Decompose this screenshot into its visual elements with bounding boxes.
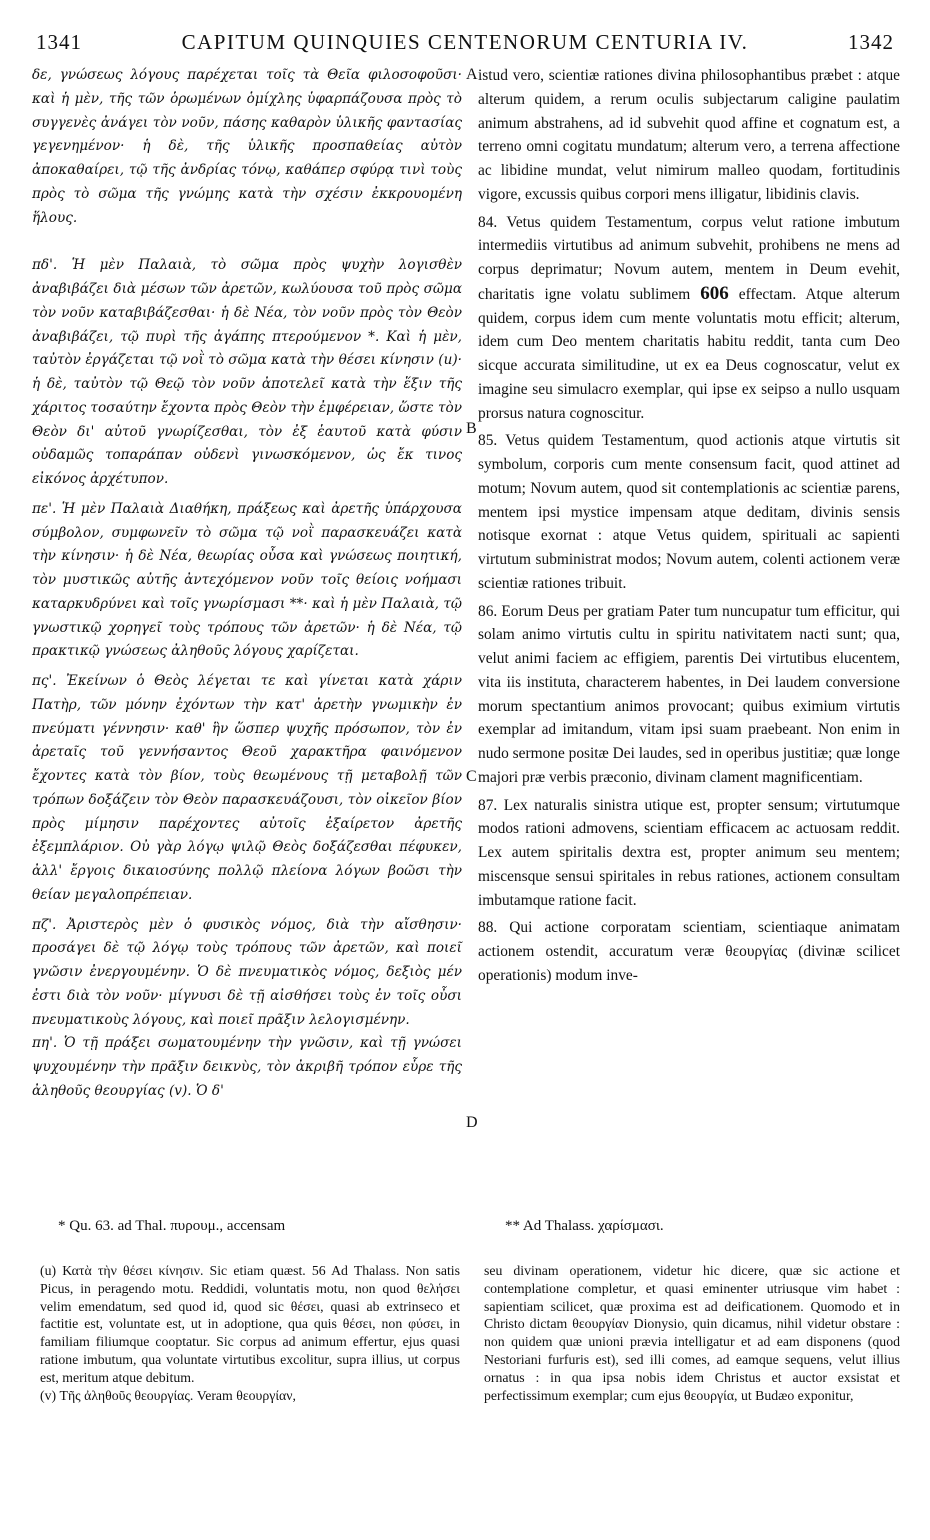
latin-paragraph-87: 87. Lex naturalis sinistra utique est, propter sensum; virtutumque modos rationi admovens, scientiam efficacem ac actuosam reddit. Lex autem spiritalis dextra est, propter animum seu mentem; miscensque sensui spiritales in rebus rationes, actionem consultam imbutamque ratione facit. xyxy=(478,796,900,909)
greek-paragraph-88: πη'. Ὁ τῇ πράξει σωματουμένην τὴν γνῶσιν, καὶ τῇ γνώσει ψυχουμένην τὴν πρᾶξιν δεικνὺς, τὸν ἀκριβῆ τρόπον εὗρε τῆς ἀληθοῦς θεουργίας (v). Ὁ δ' xyxy=(32,1035,462,1099)
latin-paragraph-85: 85. Vetus quidem Testamentum, quod actionis atque virtutis sit symbolum, corporis cum mente consensum facit, quod attinet ad motum; Novum autem, quod sit contemplationis ac scientiæ parens, mentem ipsi mystice impensam atque deditam, divinis sensis notisque exornat : atque Vetus quidem, spirituali ac sapienti virtutum subministrat modos; Novum autem, colenti actionem veræ scientiæ rationes tribuit. xyxy=(478,432,900,592)
margin-letter-d: D xyxy=(466,1114,478,1131)
footnote-left: * Qu. 63. ad Thal. πυρουμ., accensam xyxy=(58,1218,286,1234)
greek-paragraph-85: πε'. Ἡ μὲν Παλαιὰ Διαθήκη, πράξεως καὶ ἀρετῆς ὑπάρχουσα σύμβολον, συμφωνεῖν τὸ σῶμα τῷ νοῒ παρασκευάζει κατὰ τὴν κίνησιν· ἡ δὲ Νέα, θεωρίας οὖσα καὶ γνώσεως ποιητική, τὸν μυστικῶς αὐτῆς ἀντεχόμενον νοῦν τοῖς θείοις νοήμασι καταρκυδρύνει καὶ τοῖς γνωρίσμασι **· καὶ ἡ μὲν Παλαιὰ, τῷ γνωστικῷ χορηγεῖ τοὺς τρόπους τῶν ἀρετῶν· ἡ δὲ Νέα, τῷ πρακτικῷ γνώσεως ἀληθοῦς λόγους χαρίζεται. xyxy=(32,500,462,660)
page-number-right: 1342 xyxy=(848,30,894,54)
latin-paragraph-88: 88. Qui actione corporatam scientiam, scientiaque animatam actionem ostendit, accuratum veræ θεουργίας (divinæ scilicet operationis) modum inve- xyxy=(478,919,900,984)
notes-right xyxy=(484,1262,900,1404)
running-title: CAPITUM QUINQUIES CENTENORUM CENTURIA IV. xyxy=(181,30,749,54)
margin-letter-b: B xyxy=(466,420,477,437)
latin-paragraph-83-end: istud vero, scientiæ rationes divina philosophantibus præbet : atque alterum quidem, a rerum oculis subjectarum caligine paulatim animum abstrahens, ad id subvehit quod affine et cognatum est, a terreno omni cogitatu mundatum; alterum vero, a terrena affectione ac libidine mundat, velut nimirum malleo quodam, fortitudinis vigore, excussis quibus corpori mens illigatur, libidinis clavis. xyxy=(478,67,900,203)
margin-letter-c: C xyxy=(466,768,477,785)
greek-paragraph-86: πς'. Ἐκείνων ὁ Θεὸς λέγεται τε καὶ γίνεται κατὰ χάριν Πατὴρ, τῶν μόνην ἐχόντων τὴν κατ' ἀρετὴν γνωμικὴν ἐν πνεύματι γέννησιν· καθ' ἣν ὥσπερ ψυχῆς πρόσωπον, τὸν ἐν ἀρεταῖς τοῦ γεννήσαντος Θεοῦ χαρακτῆρα φαινόμενον ἔχοντες κατὰ τὸν βίον, τοὺς θεωμένους τῇ μεταβολῇ τῶν τρόπων δοξάζειν τὸν Θεὸν παρασκευάζουσι, τὸν οἰκεῖον βίον πρὸς μίμησιν παρέχοντες αὐτοῖς ἐξαίρετον ἀρετῆς ἐξεμπλάριον. Οὐ γὰρ λόγῳ ψιλῷ Θεὸς δοξάζεσθαι πέφυκεν, ἀλλ' ἔργοις δικαιοσύνης πολλῷ πλείονα λόγων βοῶσι τὴν θείαν μεγαλοπρέπειαν. xyxy=(32,673,462,903)
note-u: (u) Κατὰ τὴν θέσει κίνησιν. Sic etiam quæst. 56 Ad Thalass. Non satis Picus, in peragendo motu. Reddidi, voluntatis motu, non quod θελήσει velim emendatum, sed quod id, quod sic θέσει, quasi ab extrinseco et factitie est, voluntate est, ut in adoptione, qua quis θέσει, non φύσει, in familiam filiumque cooptatur. Sic corpus ad animum effertur, ejus quasi ratione imbutum, qua voluntate virtutibus excolitur, supra illius, ut corpus est, meritum atque debitum. xyxy=(40,1263,460,1385)
greek-paragraph-84: πδ'. Ἡ μὲν Παλαιὰ, τὸ σῶμα πρὸς ψυχὴν λογισθὲν ἀναβιβάζει διὰ μέσων τῶν ἀρετῶν, κωλύουσα τοῦ πρὸς σῶμα τὸν νοῦν καταβιβάζεσθαι· ἡ δὲ Νέα, τὸν νοῦν πρὸς τὸν Θεὸν ἀναβιβάζει, τῷ πυρὶ τῆς ἀγάπης πτερούμενον *. Καὶ ἡ μὲν, ταὐτὸν ἐργάζεται τῷ νοῒ τὸ σῶμα κατὰ τὴν θέσει κίνησιν (u)· ἡ δὲ, ταὐτὸν τῷ Θεῷ τὸν νοῦν ἀποτελεῖ κατὰ τὴν ἕξιν τῆς χάριτος τοσαύτην ἔχοντα πρὸς Θεὸν τὴν ἐμφέρειαν, ὥστε τὸν Θεὸν δι' αὐτοῦ γνωρίζεσθαι, τὸν ἐξ ἑαυτοῦ κατὰ φύσιν οὐδαμῶς τοπαράπαν οὐδενὶ γινωσκόμενον, ὡς ἔκ τινος εἰκόνος ἀρχέτυπον. xyxy=(32,257,462,487)
note-continuation: seu divinam operationem, videtur hic dicere, quæ sic actione et contemplatione completur, et quasi eminenter utriusque vim habet : sapientiam scilicet, quæ proxima est ad deificationem. Quomodo et in Christo dictam θεουργίαν Dionysio, quin dicamus, nihil videtur obstare : non quidem quæ unioni prævia intelligatur et ad eam disponens (quod Nestoriani furfuris est), sed illi comes, ad eamque sequens, velut illius ornatus : in qua ipsa nobis idem Christus et auctor exsistat et perfectissimum exemplar; cum ejus θεουργία, ut Budæo exponitur, xyxy=(484,1263,900,1403)
latin-paragraph-84: 84. Vetus quidem Testamentum, corpus velut ratione imbutum intermediis virtutibus ad animum subvehit, prohibens ne mens ad corpus deprimatur; Novum autem, mentem in Deum evehit, charitatis igne volatu sublimem 606 effectam. Atque alterum quidem, corpus idem cum mente voluntatis motu efficit; alterum, idem cum Deo mentem charitatis habitu reddit, tanta cum Deo sicque accurata similitudine, ut ex ea Deus cognoscatur, velut ex imagine seu simulacro exemplar, qui ipse ex seipso a nullo usquam prorsus natura cognoscitur. xyxy=(478,213,901,422)
margin-letter-a: A xyxy=(466,66,478,83)
running-header xyxy=(36,30,894,56)
latin-paragraph-86: 86. Eorum Deus per gratiam Pater tum nuncupatur tum efficitur, qui solam animo virtutis cultu in spiritu nativitatem nacti sunt; qua, velut animi faciem ac effigiem, parentis Dei virtutibus elucentem, vita iis instituta, characterem habentes, in Dei laudem conversione morum spectantium animos provocant; quibus eximium virtutis exemplar ad imitandum, vitam ipsi suam praebeant. Non enim in nudo sermone positæ Dei laudes, sed in operibus justitiæ; quæ longe majori præ verbis præconio, divinam clament magnificentiam. xyxy=(478,602,900,786)
latin-column xyxy=(478,64,900,988)
edition-page-number: 606 xyxy=(700,282,729,304)
notes-left xyxy=(40,1262,460,1404)
note-v: (v) Τῆς ἀληθοῦς θεουργίας. Veram θεουργίαν, xyxy=(40,1387,296,1403)
greek-paragraph-83-end: δε, γνώσεως λόγους παρέχεται τοῖς τὰ Θεῖα φιλοσοφοῦσι· καὶ ἡ μὲν, τῆς τῶν ὁρωμένων ὁμίχλης ὑφαρπάζουσα πρὸς τὸ συγγενὲς ἀνάγει τὸν νοῦν, πάσης καθαρὸν ὑλικῆς φαντασίας γεγενημένον· ἡ δὲ, τῆς ὑλικῆς προσπαθείας αὐτὸν ἀποκαθαίρει, τῷ τῆς ἀνδρίας τόνῳ, καθάπερ σφύρᾳ τινὶ τοὺς πρὸς τὸ σῶμα τῆς γνώμης κατὰ τὴν σχέσιν ἐκκρουομένη ἥλους. xyxy=(32,67,462,226)
greek-paragraph-87: πζ'. Ἀριστερὸς μὲν ὁ φυσικὸς νόμος, διὰ τὴν αἴσθησιν· προσάγει δὲ τῷ λόγῳ τοὺς τρόπους τῶν ἀρετῶν, καὶ ποιεῖ γνῶσιν ἐνεργουμένην. Ὁ δὲ πνευματικὸς νόμος, δεξιὸς μέν ἐστι διὰ τὸν νοῦν· μίγνυσι δὲ τῇ αἰσθήσει τοὺς ἐν τοῖς οὖσι πνευματικοὺς λόγους, καὶ ποιεῖ πρᾶξιν λελογισμένην. xyxy=(32,916,462,1028)
page-number-left: 1341 xyxy=(36,30,82,54)
footnote-right: ** Ad Thalass. χαρίσμασι. xyxy=(505,1218,664,1234)
greek-column xyxy=(32,64,462,1104)
